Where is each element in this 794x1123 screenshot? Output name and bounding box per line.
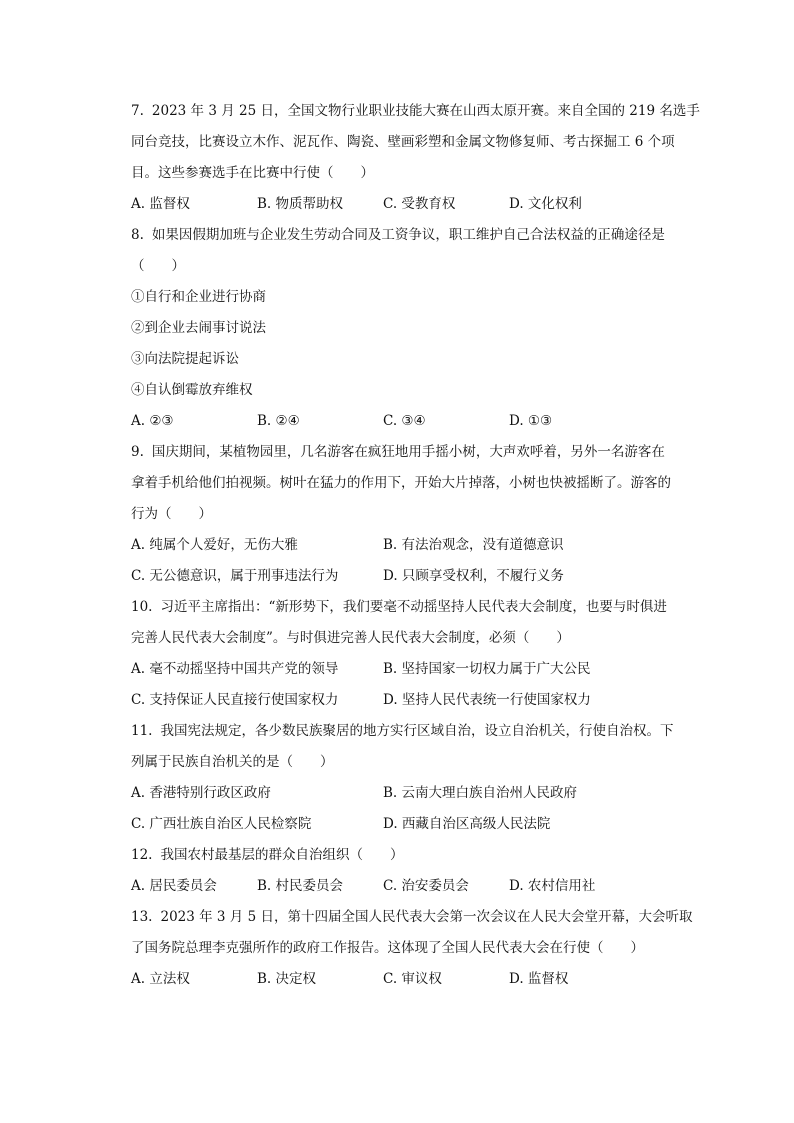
options-row (131, 685, 671, 716)
question-number: 10. (131, 599, 153, 615)
option-c[interactable]: C. 广西壮族自治区人民检察院 (131, 816, 312, 832)
question-stem: 拿着手机给他们拍视频。树叶在猛力的作用下，开始大片掉落，小树也快被摇断了。游客的 (131, 475, 671, 491)
question-number: 13. (131, 909, 153, 925)
options-row (131, 189, 671, 220)
question-7 (131, 96, 700, 220)
option-b[interactable]: B. 云南大理白族自治州人民政府 (383, 785, 578, 801)
option-d[interactable]: D. 文化权利 (509, 196, 582, 212)
question-number: 8. (131, 227, 144, 243)
question-12 (131, 840, 671, 902)
option-c[interactable]: C. 无公德意识，属于刑事违法行为 (131, 568, 339, 584)
statement-item: ②到企业去闹事讨说法 (131, 320, 266, 336)
question-9 (131, 437, 671, 592)
question-stem: 习近平主席指出：“新形势下，我们要毫不动摇坚持人民代表大会制度，也要与时俱进 (160, 599, 667, 615)
question-8 (131, 220, 671, 437)
options-row (131, 654, 671, 685)
option-a[interactable]: A. 立法权 (131, 971, 190, 987)
option-a[interactable]: A. 纯属个人爱好，无伤大雅 (131, 537, 298, 553)
option-a[interactable]: A. ②③ (131, 413, 174, 429)
option-c[interactable]: C. ③④ (383, 413, 426, 429)
question-stem: 行为（ ） (131, 506, 212, 522)
question-stem: 我国宪法规定，各少数民族聚居的地方实行区域自治，设立自治机关，行使自治权。下 (160, 723, 674, 739)
statement-item: ③向法院提起诉讼 (131, 351, 239, 367)
options-row (131, 561, 671, 592)
question-stem: 目。这些参赛选手在比赛中行使（ ） (131, 165, 374, 181)
option-a[interactable]: A. 香港特别行政区政府 (131, 785, 271, 801)
question-stem: 同台竞技，比赛设立木作、泥瓦作、陶瓷、壁画彩塑和金属文物修复师、考古探掘工 6 个项 (131, 134, 675, 150)
option-c[interactable]: C. 受教育权 (383, 196, 456, 212)
option-c[interactable]: C. 支持保证人民直接行使国家权力 (131, 692, 339, 708)
option-b[interactable]: B. ②④ (257, 413, 300, 429)
options-row (131, 871, 671, 902)
question-number: 11. (131, 723, 153, 739)
option-d[interactable]: D. 坚持人民代表统一行使国家权力 (383, 692, 591, 708)
option-d[interactable]: D. 农村信用社 (509, 878, 596, 894)
options-row (131, 530, 671, 561)
question-10 (131, 592, 671, 716)
question-stem: 列属于民族自治机关的是（ ） (131, 754, 334, 770)
option-b[interactable]: B. 村民委员会 (257, 878, 344, 894)
option-d[interactable]: D. 监督权 (509, 971, 569, 987)
question-stem: 国庆期间，某植物园里，几名游客在疯狂地用手摇小树，大声欢呼着，另外一名游客在 (151, 444, 665, 460)
option-b[interactable]: B. 物质帮助权 (257, 196, 344, 212)
option-b[interactable]: B. 有法治观念，没有道德意识 (383, 537, 564, 553)
question-stem: 了国务院总理李克强所作的政府工作报告。这体现了全国人民代表大会在行使（ ） (131, 940, 644, 956)
statement-item: ④自认倒霉放弃维权 (131, 382, 253, 398)
question-11 (131, 716, 674, 840)
option-a[interactable]: A. 监督权 (131, 196, 190, 212)
question-13 (131, 902, 693, 995)
question-number: 7. (131, 103, 144, 119)
option-b[interactable]: B. 决定权 (257, 971, 317, 987)
statement-item: ①自行和企业进行协商 (131, 289, 266, 305)
question-stem: （ ） (131, 258, 185, 274)
option-d[interactable]: D. ①③ (509, 413, 553, 429)
option-d[interactable]: D. 西藏自治区高级人民法院 (383, 816, 551, 832)
options-row (131, 778, 671, 809)
question-number: 12. (131, 847, 153, 863)
option-c[interactable]: C. 治安委员会 (383, 878, 469, 894)
option-a[interactable]: A. 毫不动摇坚持中国共产党的领导 (131, 661, 339, 677)
question-stem: 我国农村最基层的群众自治组织（ ） (160, 847, 404, 863)
options-row (131, 406, 671, 437)
question-stem: 如果因假期加班与企业发生劳动合同及工资争议，职工维护自己合法权益的正确途径是 (151, 227, 665, 243)
question-stem: 2023 年 3 月 5 日，第十四届全国人民代表大会第一次会议在人民大会堂开幕，大会听取 (160, 909, 693, 925)
option-b[interactable]: B. 坚持国家一切权力属于广大公民 (383, 661, 591, 677)
exam-page (131, 96, 700, 995)
options-row (131, 964, 671, 995)
options-row (131, 809, 671, 840)
question-stem: 完善人民代表大会制度”。与时俱进完善人民代表大会制度，必须（ ） (131, 630, 570, 646)
question-stem: 2023 年 3 月 25 日，全国文物行业职业技能大赛在山西太原开赛。来自全国的 219 名选手 (151, 103, 700, 119)
option-d[interactable]: D. 只顾享受权利，不履行义务 (383, 568, 564, 584)
option-a[interactable]: A. 居民委员会 (131, 878, 217, 894)
option-c[interactable]: C. 审议权 (383, 971, 442, 987)
question-number: 9. (131, 444, 144, 460)
